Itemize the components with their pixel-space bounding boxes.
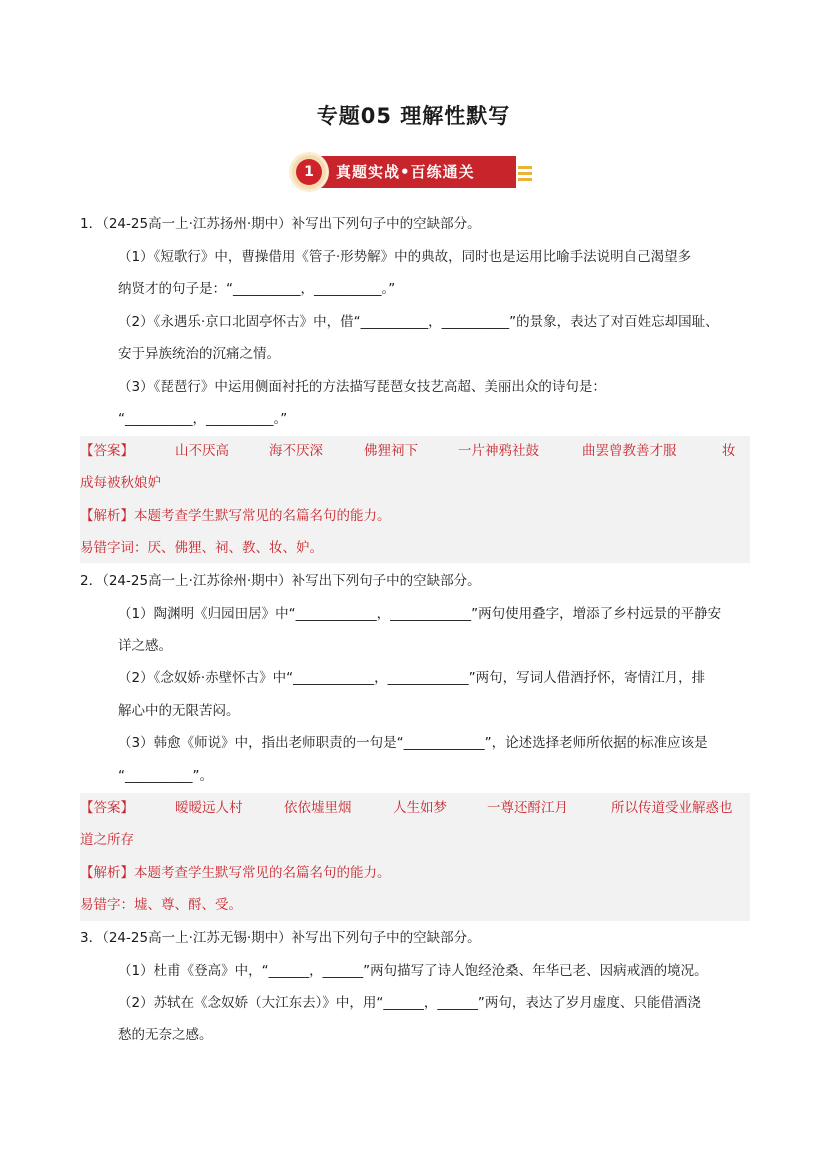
q1-analysis-text: 本题考查学生默写常见的名篇名句的能力。 <box>134 508 391 524</box>
q2-answer-4: 一尊还酹江月 <box>487 800 568 816</box>
q1-answer-row <box>80 435 750 467</box>
q2-analysis <box>80 857 750 889</box>
q1-stem: 1．（24-25高一上·江苏扬州·期中）补写出下列句子中的空缺部分。 <box>80 216 481 232</box>
q2-answer-2: 依依墟里烟 <box>284 800 352 816</box>
q1-part1: （1）《短歌行》中，曹操借用《管子·形势解》中的典故，同时也是运用比喻手法说明自己渴望多 <box>118 249 692 265</box>
q3-part2-cont: 愁的无奈之感。 <box>118 1027 213 1043</box>
q1-answer-3: 佛狸祠下 <box>364 443 418 459</box>
q2-analysis-label: 【解析】 <box>80 865 134 881</box>
q1-answer-4: 一片神鸦社鼓 <box>458 443 539 459</box>
q1-part2-cont: 安于异族统治的沉痛之情。 <box>118 346 280 362</box>
q1-answer-1: 山不厌高 <box>175 443 229 459</box>
q1-answer-2: 海不厌深 <box>269 443 323 459</box>
q1-errors: 易错字词：厌、佛狸、祠、教、妆、妒。 <box>80 540 323 556</box>
q2-part1-cont: 详之感。 <box>118 638 172 654</box>
q3-part1: （1）杜甫《登高》中，“______，______”两句描写了诗人饱经沧桑、年华已老、因病戒酒的境况。 <box>118 963 708 979</box>
q1-part3-cont: “__________，__________。” <box>118 411 288 427</box>
q2-part2: （2）《念奴娇·赤壁怀古》中“____________，____________”两句，写词人借酒抒怀，寄情江月，排 <box>118 670 706 686</box>
section-banner <box>292 152 532 192</box>
q2-answer-5: 所以传道受业解惑也 <box>611 800 733 816</box>
q1-part3: （3）《琵琶行》中运用侧面衬托的方法描写琵琶女技艺高超、美丽出众的诗句是： <box>118 379 606 395</box>
banner-stripes-icon <box>518 166 532 184</box>
q2-answer-row <box>80 792 750 824</box>
q2-stem: 2．（24-25高一上·江苏徐州·期中）补写出下列句子中的空缺部分。 <box>80 573 481 589</box>
q2-part2-cont: 解心中的无限苦闷。 <box>118 703 240 719</box>
page-title: 专题05 理解性默写 <box>316 104 511 128</box>
q1-answer-label: 【答案】 <box>80 443 134 459</box>
q1-answer-6: 妆 <box>722 443 736 459</box>
q2-answer-1: 暧暧远人村 <box>175 800 243 816</box>
q3-part2: （2）苏轼在《念奴娇（大江东去）》中，用“______，______”两句，表达了岁月虚度、只能借酒浇 <box>118 995 701 1011</box>
banner-number: 1 <box>296 159 322 185</box>
q1-answer-cont: 成每被秋娘妒 <box>80 475 161 491</box>
q2-answer-3: 人生如梦 <box>393 800 447 816</box>
banner-badge <box>292 155 326 189</box>
q1-answer-5: 曲罢曾教善才服 <box>582 443 677 459</box>
q1-analysis <box>80 500 750 532</box>
q2-analysis-text: 本题考查学生默写常见的名篇名句的能力。 <box>134 865 391 881</box>
q2-answer-label: 【答案】 <box>80 800 134 816</box>
q2-errors: 易错字：墟、尊、酹、受。 <box>80 897 242 913</box>
q3-stem: 3．（24-25高一上·江苏无锡·期中）补写出下列句子中的空缺部分。 <box>80 930 481 946</box>
banner-text: 真题实战•百练通关 <box>336 163 475 181</box>
q2-part3: （3）韩愈《师说》中，指出老师职责的一句是“____________”，论述选择老师所依据的标准应该是 <box>118 735 708 751</box>
q2-part1: （1）陶渊明《归园田居》中“____________，____________”两句使用叠字，增添了乡村远景的平静安 <box>118 606 722 622</box>
q1-analysis-label: 【解析】 <box>80 508 134 524</box>
q1-part2: （2）《永遇乐·京口北固亭怀古》中，借“__________，__________”的景象，表达了对百姓忘却国耻、 <box>118 314 719 330</box>
q2-answer-cont: 道之所存 <box>80 832 134 848</box>
q1-part1-cont: 纳贤才的句子是：“__________，__________。” <box>118 281 396 297</box>
q2-part3-cont: “__________”。 <box>118 768 213 784</box>
